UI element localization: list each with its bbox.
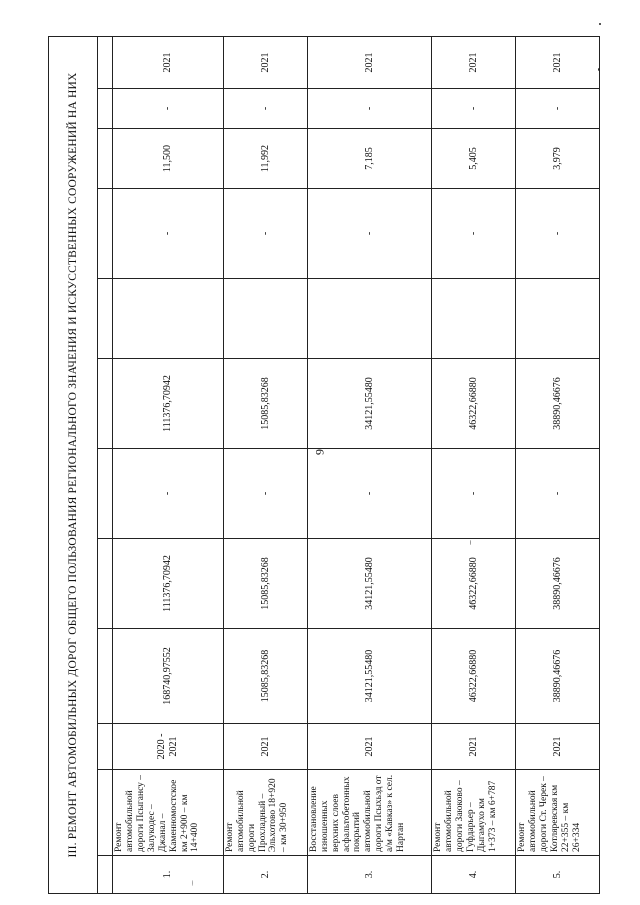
cost-col-5-cell: - (431, 189, 515, 279)
row-number: 4. (431, 856, 515, 894)
blank-cell (98, 359, 113, 449)
length-km-cell: 11,500 (113, 129, 224, 189)
blank-cell (98, 279, 113, 359)
total-cost-cell: 168740,97552 (113, 629, 224, 724)
period-cell: 2021 (515, 724, 599, 770)
cost-col-3-cell: 34121,55480 (307, 359, 431, 449)
period-cell: 2021 (223, 724, 307, 770)
length-km-cell: 5,405 (431, 129, 515, 189)
cost-col-4-cell (431, 279, 515, 359)
blank-cell (98, 539, 113, 629)
blank-cell (98, 449, 113, 539)
section-title-row (49, 36, 98, 893)
col-6-cell: - (515, 89, 599, 129)
cost-col-3-cell: 111376,70942 (113, 359, 224, 449)
year-cell: 2021 (431, 36, 515, 88)
cost-col-4-cell (223, 279, 307, 359)
road-description: Ремонт автомобильной дороги Заюково – Гуфдарьер – Дыгамухо км 1+373 – км 6+787 (431, 770, 515, 856)
cost-col-4-cell (113, 279, 224, 359)
cost-col-2-cell: - (223, 449, 307, 539)
road-description: Ремонт автомобильной дороги Псыгансу – Залукодес – Джанал – Каменномостское км 2+900 – км 14+400 (113, 770, 224, 856)
blank-cell (98, 36, 113, 88)
road-description: Восстановление изношенных верхних слоев асфальтобетонных покрытий автомобильной дороги Псыхьэд от а/м «Кавказ» к сел. Нартан (307, 770, 431, 856)
table-row (515, 36, 599, 893)
cost-col-5-cell: - (113, 189, 224, 279)
table-row (223, 36, 307, 893)
total-cost-cell: 38890,46676 (515, 629, 599, 724)
year-cell: 2021 (515, 36, 599, 88)
cost-col-3-cell: 38890,46676 (515, 359, 599, 449)
page-number: 9 (312, 449, 327, 455)
cost-col-2-cell: - (431, 449, 515, 539)
year-cell: 2021 (113, 36, 224, 88)
col-6-cell: - (223, 89, 307, 129)
cost-col-1-cell: 111376,70942 (113, 539, 224, 629)
year-cell: 2021 (223, 36, 307, 88)
cost-col-4-cell (515, 279, 599, 359)
blank-cell (98, 129, 113, 189)
road-repair-table (48, 36, 600, 894)
blank-cell (98, 89, 113, 129)
total-cost-cell: 15085,83268 (223, 629, 307, 724)
cost-col-5-cell: - (307, 189, 431, 279)
cost-col-5-cell: - (515, 189, 599, 279)
cost-col-4-cell (307, 279, 431, 359)
table-row (431, 36, 515, 893)
cost-col-5-cell: - (223, 189, 307, 279)
cost-col-3-cell: 15085,83268 (223, 359, 307, 449)
table-row (307, 36, 431, 893)
year-cell: 2021 (307, 36, 431, 88)
section-title: III. РЕМОНТ АВТОМОБИЛЬНЫХ ДОРОГ ОБЩЕГО ПОЛЬЗОВАНИЯ РЕГИОНАЛЬНОГО ЗНАЧЕНИЯ И ИСКУССТВЕННЫХ СООРУЖЕНИЙ НА НИХ (49, 36, 98, 893)
blank-cell (98, 189, 113, 279)
period-cell: 2020 - 2021 (113, 724, 224, 770)
length-km-cell: 11,992 (223, 129, 307, 189)
length-km-cell: 3,979 (515, 129, 599, 189)
blank-cell (98, 724, 113, 770)
row-number: 2. (223, 856, 307, 894)
col-6-cell: - (113, 89, 224, 129)
cost-col-1-cell: 46322,66880 (431, 539, 515, 629)
period-cell: 2021 (431, 724, 515, 770)
table-row (113, 36, 224, 893)
cost-col-2-cell: - (515, 449, 599, 539)
blank-cell (98, 629, 113, 724)
row-number: 3. (307, 856, 431, 894)
road-description: Ремонт автомобильной дороги Ст. Черек – Котляревская км 22+355 – км 26+334 (515, 770, 599, 856)
cost-col-1-cell: 15085,83268 (223, 539, 307, 629)
total-cost-cell: 46322,66880 (431, 629, 515, 724)
col-6-cell: - (307, 89, 431, 129)
blank-cell (98, 856, 113, 894)
cost-col-2-cell: - (113, 449, 224, 539)
row-number: 5. (515, 856, 599, 894)
row-number: 1. (113, 856, 224, 894)
period-cell: 2021 (307, 724, 431, 770)
cost-col-1-cell: 34121,55480 (307, 539, 431, 629)
rotated-table-container (48, 37, 600, 894)
blank-cell (98, 770, 113, 856)
length-km-cell: 7,185 (307, 129, 431, 189)
cost-col-2-cell: - (307, 449, 431, 539)
blank-row (98, 36, 113, 893)
cost-col-1-cell: 38890,46676 (515, 539, 599, 629)
col-6-cell: - (431, 89, 515, 129)
road-description: Ремонт автомобильной дороги Прохладный – Эльхотово 18+920 – км 30+950 (223, 770, 307, 856)
scan-speck (599, 23, 601, 25)
cost-col-3-cell: 46322,66880 (431, 359, 515, 449)
total-cost-cell: 34121,55480 (307, 629, 431, 724)
